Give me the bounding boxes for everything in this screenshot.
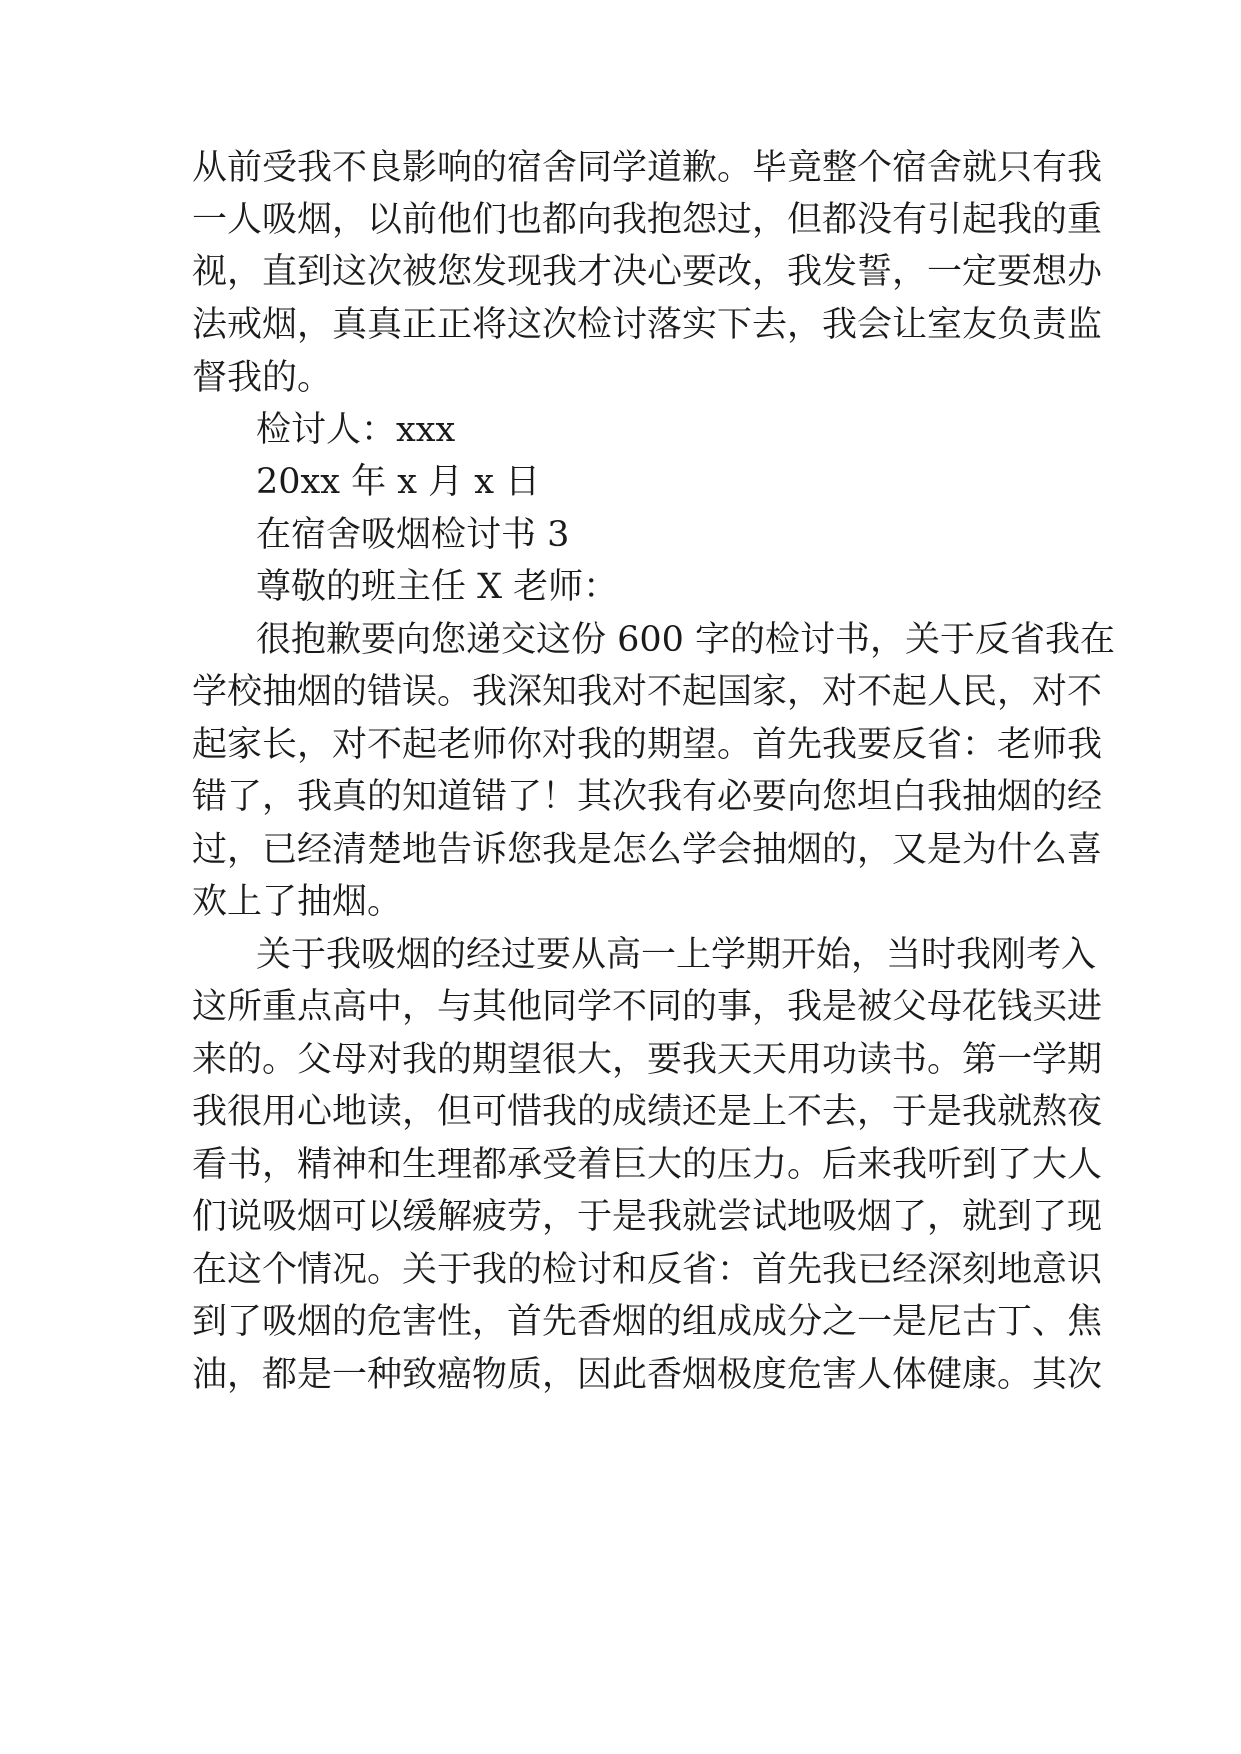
text-line: 到了吸烟的危害性，首先香烟的组成成分之一是尼古丁、焦	[192, 1302, 1103, 1342]
signature-date: 20xx 年 x 月 x 日	[256, 462, 541, 502]
text-line: 从前受我不良影响的宿舍同学道歉。毕竟整个宿舍就只有我	[192, 148, 1103, 188]
paragraph-first-line: 很抱歉要向您递交这份 600 字的检讨书，关于反省我在	[256, 620, 1116, 660]
text-line: 我很用心地读，但可惜我的成绩还是上不去，于是我就熬夜	[192, 1092, 1103, 1132]
text-line: 错了，我真的知道错了！其次我有必要向您坦白我抽烟的经	[192, 777, 1103, 817]
text-line: 在这个情况。关于我的检讨和反省：首先我已经深刻地意识	[192, 1250, 1103, 1290]
text-line: 督我的。	[192, 358, 333, 398]
text-line: 油，都是一种致癌物质，因此香烟极度危害人体健康。其次	[192, 1355, 1103, 1395]
text-line: 法戒烟，真真正正将这次检讨落实下去，我会让室友负责监	[192, 305, 1103, 345]
section-title: 在宿舍吸烟检讨书 3	[256, 515, 570, 555]
text-line: 过，已经清楚地告诉您我是怎么学会抽烟的，又是为什么喜	[192, 830, 1103, 870]
text-line: 欢上了抽烟。	[192, 882, 403, 922]
text-line: 们说吸烟可以缓解疲劳，于是我就尝试地吸烟了，就到了现	[192, 1197, 1103, 1237]
signature-label: 检讨人：xxx	[256, 410, 456, 450]
text-line: 视，直到这次被您发现我才决心要改，我发誓，一定要想办	[192, 252, 1103, 292]
text-line: 看书，精神和生理都承受着巨大的压力。后来我听到了大人	[192, 1145, 1103, 1185]
text-line: 起家长，对不起老师你对我的期望。首先我要反省：老师我	[192, 725, 1103, 765]
paragraph-first-line: 关于我吸烟的经过要从高一上学期开始，当时我刚考入	[256, 935, 1097, 975]
text-line: 来的。父母对我的期望很大，要我天天用功读书。第一学期	[192, 1040, 1103, 1080]
salutation: 尊敬的班主任 X 老师：	[256, 567, 619, 607]
text-line: 这所重点高中，与其他同学不同的事，我是被父母花钱买进	[192, 987, 1103, 1027]
text-line: 一人吸烟，以前他们也都向我抱怨过，但都没有引起我的重	[192, 200, 1103, 240]
text-line: 学校抽烟的错误。我深知我对不起国家，对不起人民，对不	[192, 672, 1103, 712]
